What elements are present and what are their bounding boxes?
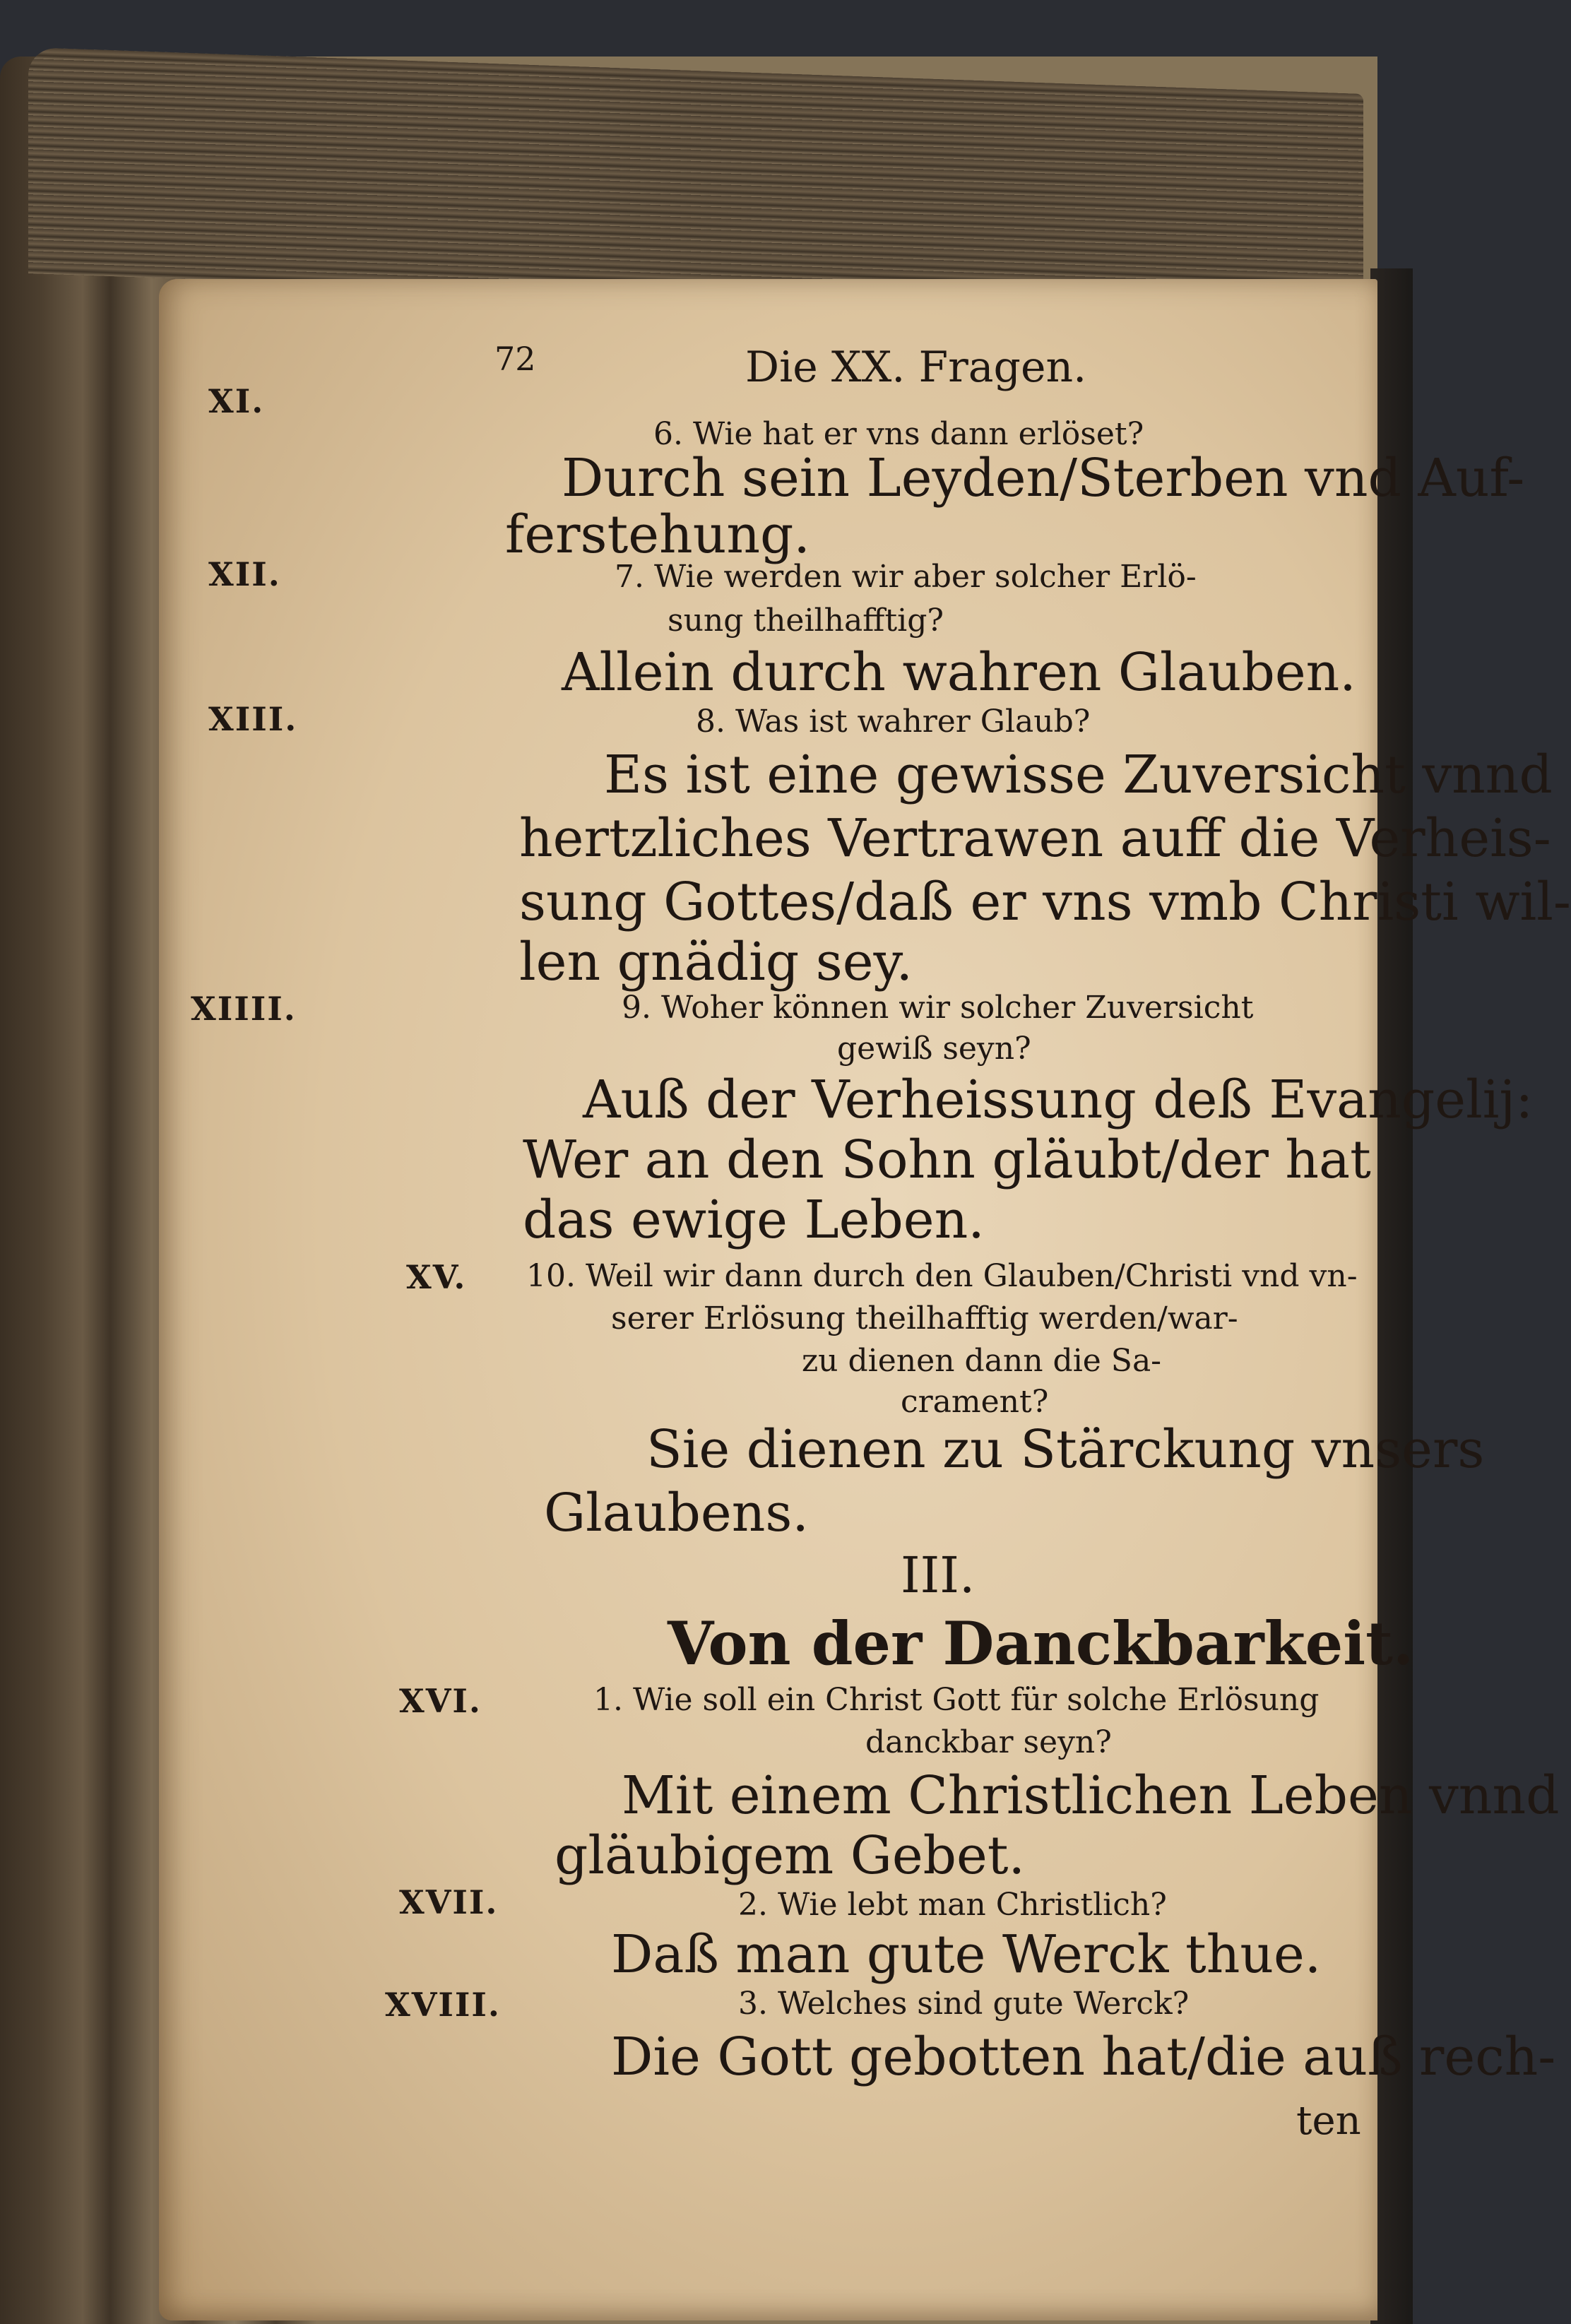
question-line: 8. Was ist wahrer Glaub? (696, 704, 1091, 740)
answer-line: Die Gott gebotten hat/die auß rech- (611, 2027, 1556, 2087)
catchword: ten (1296, 2098, 1361, 2144)
answer-line: Sie dienen zu Stärckung vnsers (646, 1419, 1485, 1480)
answer-line: ferstehung. (505, 504, 810, 565)
book-page (159, 279, 1571, 2320)
question-line: 2. Wie lebt man Christlich? (738, 1887, 1167, 1923)
question-line: 6. Wie hat er vns dann erlöset? (653, 416, 1144, 452)
margin-numeral: XVIII. (385, 1986, 501, 2024)
section-numeral: III. (901, 1546, 976, 1604)
answer-line: Mit einem Christlichen Leben vnnd (622, 1765, 1560, 1826)
answer-line: hertzliches Vertrawen auff die Verheis- (519, 808, 1551, 869)
margin-numeral: XVI. (399, 1682, 482, 1720)
margin-numeral: XI. (208, 382, 265, 420)
question-line: crament? (901, 1384, 1049, 1420)
question-line: 9. Woher können wir solcher Zuversicht (622, 990, 1254, 1026)
running-head: Die XX. Fragen. (745, 343, 1087, 392)
answer-line: len gnädig sey. (519, 932, 913, 992)
margin-numeral: XV. (406, 1258, 467, 1296)
answer-line: gläubigem Gebet. (555, 1825, 1026, 1886)
section-title: Von der Danckbarkeit. (668, 1608, 1414, 1678)
question-line: 1. Wie soll ein Christ Gott für solche Erlösung (593, 1682, 1320, 1718)
answer-line: Durch sein Leyden/Sterben vnd Auf- (562, 448, 1525, 509)
answer-line: Es ist eine gewisse Zuversicht vnnd (604, 745, 1553, 805)
margin-numeral: XVII. (399, 1883, 499, 1921)
question-line: sung theilhafftig? (668, 603, 944, 639)
answer-line: Allein durch wahren Glauben. (562, 642, 1356, 703)
answer-line: Daß man gute Werck thue. (611, 1924, 1322, 1985)
question-line: 10. Weil wir dann durch den Glauben/Christi vnd vn- (526, 1258, 1358, 1294)
page-number: 72 (494, 340, 536, 378)
question-line: danckbar seyn? (865, 1724, 1112, 1760)
margin-numeral: XIIII. (191, 990, 297, 1028)
answer-line: sung Gottes/daß er vns vmb Christi wil- (519, 872, 1571, 932)
question-line: gewiß seyn? (837, 1031, 1031, 1067)
question-line: zu dienen dann die Sa- (802, 1343, 1162, 1379)
margin-numeral: XIII. (208, 700, 298, 738)
margin-numeral: XII. (208, 555, 281, 593)
answer-line: Auß der Verheissung deß Evangelij: (583, 1069, 1534, 1130)
answer-line: Wer an den Sohn gläubt/der hat (523, 1130, 1371, 1190)
question-line: 7. Wie werden wir aber solcher Erlö- (615, 559, 1197, 595)
answer-line: Glaubens. (544, 1483, 809, 1543)
answer-line: das ewige Leben. (523, 1190, 985, 1250)
question-line: serer Erlösung theilhafftig werden/war- (611, 1300, 1238, 1336)
question-line: 3. Welches sind gute Werck? (738, 1986, 1190, 2022)
